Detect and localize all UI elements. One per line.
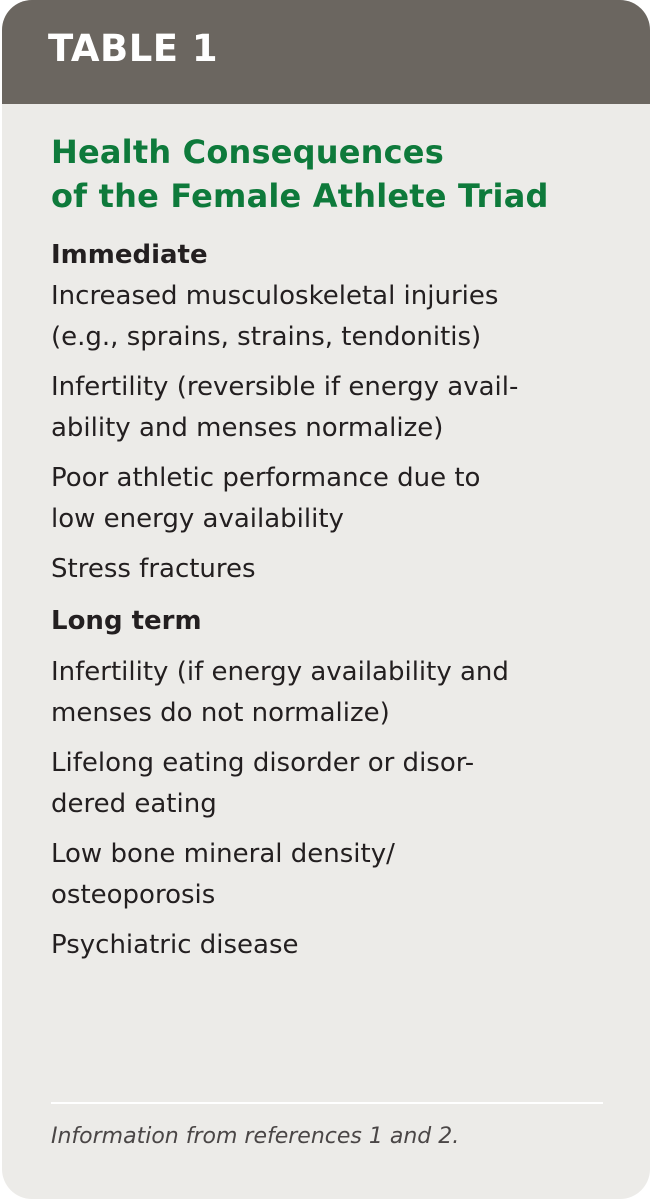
list-item [51,652,611,734]
table-title-line-2: of the Female Athlete Triad [51,177,549,215]
footnote: Information from references 1 and 2. [51,1124,460,1149]
list-item-line: menses do not normalize) [51,698,390,728]
table-title [51,130,611,218]
list-item-line: ability and menses normalize) [51,413,444,443]
footnote-divider [51,1102,603,1104]
section-heading-long-term: Long term [51,606,202,636]
table-number-label: TABLE 1 [48,27,219,70]
list-item-line: low energy availability [51,504,344,534]
list-item-line: Infertility (if energy availability and [51,657,509,687]
table-title-line-1: Health Consequences [51,133,444,171]
list-item [51,458,611,540]
list-item [51,834,611,916]
list-item-line: (e.g., sprains, strains, tendonitis) [51,322,482,352]
list-item-line: dered eating [51,789,217,819]
list-item-line: Lifelong eating disorder or disor- [51,748,475,778]
table-content [51,130,611,966]
list-item-line: Infertility (reversible if energy avail- [51,372,519,402]
list-item-line: osteoporosis [51,880,216,910]
list-item-line: Stress fractures [51,554,256,584]
list-item [51,367,611,449]
section-heading-immediate: Immediate [51,240,208,270]
list-item [51,925,611,966]
list-item [51,549,611,590]
list-item-line: Poor athletic performance due to [51,463,481,493]
list-item-line: Low bone mineral density/ [51,839,395,869]
table-card [2,0,650,1199]
section-long-term [51,604,611,966]
list-item [51,276,611,358]
list-item-line: Increased musculoskeletal injuries [51,281,499,311]
table-header [2,0,650,104]
list-item-line: Psychiatric disease [51,930,299,960]
list-item [51,743,611,825]
section-immediate [51,238,611,590]
